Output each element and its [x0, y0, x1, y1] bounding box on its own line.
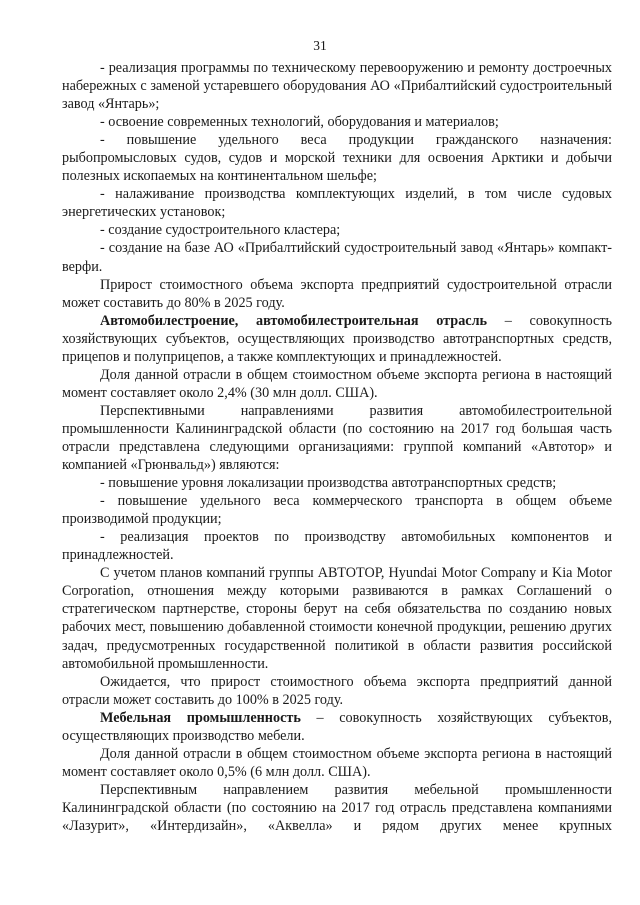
paragraph-7: Прирост стоимостного объема экспорта предприятий судостроительной отрасли может составить до 80% в 2025 году. — [62, 276, 612, 311]
paragraph-15: Ожидается, что прирост стоимостного объема экспорта предприятий данной отрасли может составить до 100% в 2025 году. — [62, 673, 612, 708]
paragraph-14: С учетом планов компаний группы АВТОТОР, Hyundai Motor Company и Kia Motor Corporation, отношения между которыми развиваются в рамках Соглашений о стратегическом партнерстве, стороны берут на себя обязательства по созданию новых рабочих мест, повышению добавленной стоимости конечной продукции, решению других задач, предусмотренных государственной политикой в области развития российской автомобильной промышленности. — [62, 565, 612, 672]
section-heading-automotive: Автомобилестроение, автомобилестроительная отрасль — [100, 312, 488, 329]
paragraph-17: Доля данной отрасли в общем стоимостном объеме экспорта региона в настоящий момент составляет около 0,5% (6 млн долл. США). — [62, 745, 612, 780]
paragraph-10: Перспективными направлениями развития автомобилестроительной промышленности Калининградской области (по состоянию на 2017 год большая часть отрасли представлена следующими организациями: группой компаний «Автотор» и компанией «Грюнвальд») являются: — [62, 402, 612, 474]
paragraph-16-text: – совокупность хозяйствующих субъектов, осуществляющих производство мебели. — [62, 709, 612, 744]
paragraph-11: - повышение уровня локализации производства автотранспортных средств; — [100, 475, 557, 492]
paragraph-9: Доля данной отрасли в общем стоимостном объеме экспорта региона в настоящий момент составляет около 2,4% (30 млн долл. США). — [62, 366, 612, 401]
paragraph-5: - создание судостроительного кластера; — [100, 222, 341, 239]
paragraph-8 — [62, 312, 612, 366]
paragraph-18: Перспективным направлением развития мебельной промышленности Калининградской области (по состоянию на 2017 год отрасль представлена компаниями «Лазурит», «Интердизайн», «Аквелла» и рядом других менее крупных — [62, 781, 612, 834]
page-body — [62, 59, 612, 835]
paragraph-2: - освоение современных технологий, оборудования и материалов; — [100, 114, 499, 131]
section-heading-furniture: Мебельная промышленность — [100, 709, 301, 726]
paragraph-13: - реализация проектов по производству автомобильных компонентов и принадлежностей. — [62, 529, 612, 564]
paragraph-16 — [62, 709, 612, 745]
paragraph-12: - повышение удельного веса коммерческого транспорта в общем объеме производимой продукции; — [62, 493, 612, 528]
page-number: 31 — [313, 38, 327, 53]
paragraph-4: - налаживание производства комплектующих изделий, в том числе судовых энергетических установок; — [62, 186, 612, 221]
paragraph-6: - создание на базе АО «Прибалтийский судостроительный завод «Янтарь» компакт-верфи. — [62, 240, 612, 275]
paragraph-8-text: – совокупность хозяйствующих субъектов, осуществляющих производство автотранспортных средств, прицепов и полуприцепов, а также комплектующих и принадлежностей. — [62, 312, 612, 365]
paragraph-3: - повышение удельного веса продукции гражданского назначения: рыбопромысловых судов, судов и морской техники для освоения Арктики и добычи полезных ископаемых на континентальном шельфе; — [62, 132, 612, 185]
paragraph-1: - реализация программы по техническому перевооружению и ремонту достроечных набережных с заменой устаревшего оборудования АО «Прибалтийский судостроительный завод «Янтарь»; — [62, 60, 612, 113]
